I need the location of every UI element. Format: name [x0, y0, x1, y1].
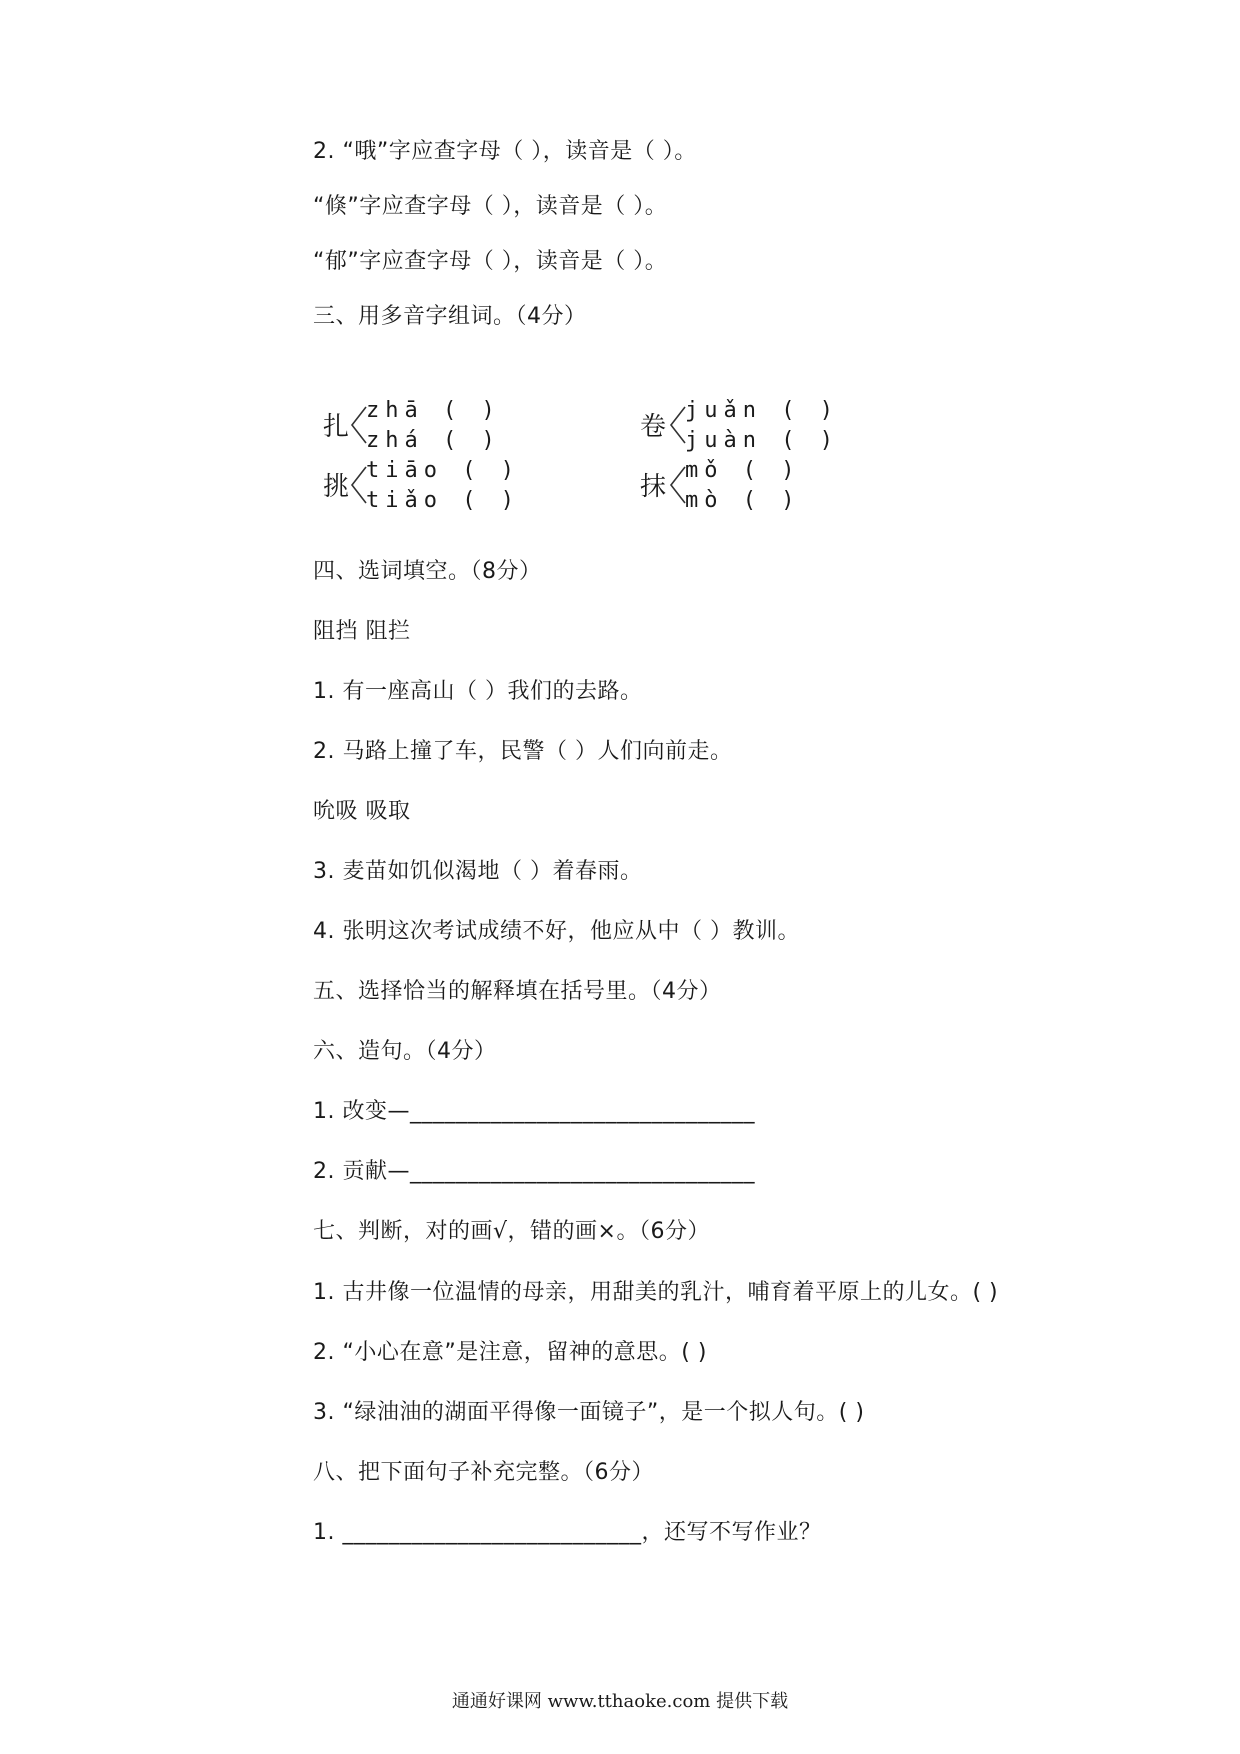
polyphone-char: 卷	[640, 412, 667, 442]
polyphone-reading: mò ( )	[685, 488, 801, 513]
polyphone-char: 扎	[323, 412, 350, 442]
judge-question-2: 2. “小心在意”是注意，留神的意思。( )	[313, 1340, 707, 1365]
section-5-heading: 五、选择恰当的解释填在括号里。（4分）	[313, 979, 722, 1004]
section-8-heading: 八、把下面句子补充完整。（6分）	[313, 1460, 654, 1485]
section-7-heading: 七、判断，对的画√，错的画×。（6分）	[313, 1219, 710, 1244]
judge-question-3: 3. “绿油油的湖面平得像一面镜子”，是一个拟人句。( )	[313, 1400, 865, 1425]
complete-question-1: 1. __________________________，还写不写作业？	[313, 1520, 822, 1545]
section-3-heading: 三、用多音字组词。（4分）	[313, 304, 587, 329]
brace-icon	[668, 465, 686, 505]
fill-question-3: 3. 麦苗如饥似渴地（ ）着春雨。	[313, 859, 643, 884]
polyphone-reading: tiǎo ( )	[366, 488, 520, 513]
polyphone-reading: juǎn ( )	[685, 398, 839, 423]
section-4-heading: 四、选词填空。（8分）	[313, 559, 542, 584]
sentence-question-2: 2. 贡献—______________________________	[313, 1159, 755, 1184]
fill-question-2: 2. 马路上撞了车，民警（ ）人们向前走。	[313, 739, 733, 764]
polyphone-reading: mǒ ( )	[685, 458, 801, 483]
lookup-question-2: “倏”字应查字母（ ），读音是（ ）。	[313, 194, 668, 219]
section-6-heading: 六、造句。（4分）	[313, 1039, 497, 1064]
word-choices-b: 吮吸 吸取	[313, 799, 411, 824]
polyphone-char: 挑	[323, 472, 350, 502]
fill-question-1: 1. 有一座高山（ ）我们的去路。	[313, 679, 643, 704]
polyphone-reading: juàn ( )	[685, 428, 839, 453]
sentence-question-1: 1. 改变—______________________________	[313, 1099, 755, 1124]
polyphone-reading: tiāo ( )	[366, 458, 520, 483]
polyphone-reading: zhā ( )	[366, 398, 501, 423]
brace-icon	[668, 405, 686, 445]
brace-icon	[349, 405, 367, 445]
judge-question-1: 1. 古井像一位温情的母亲，用甜美的乳汁，哺育着平原上的儿女。( )	[313, 1280, 999, 1305]
page-footer: 通通好课网 www.tthaoke.com 提供下载	[451, 1691, 789, 1712]
lookup-question-3: “郁”字应查字母（ ），读音是（ ）。	[313, 249, 668, 274]
polyphone-char: 抹	[640, 472, 667, 502]
lookup-question-1: 2. “哦”字应查字母（ ），读音是（ ）。	[313, 139, 697, 164]
polyphone-reading: zhá ( )	[366, 428, 501, 453]
fill-question-4: 4. 张明这次考试成绩不好，他应从中（ ）教训。	[313, 919, 800, 944]
brace-icon	[349, 465, 367, 505]
word-choices-a: 阻挡 阻拦	[313, 619, 411, 644]
